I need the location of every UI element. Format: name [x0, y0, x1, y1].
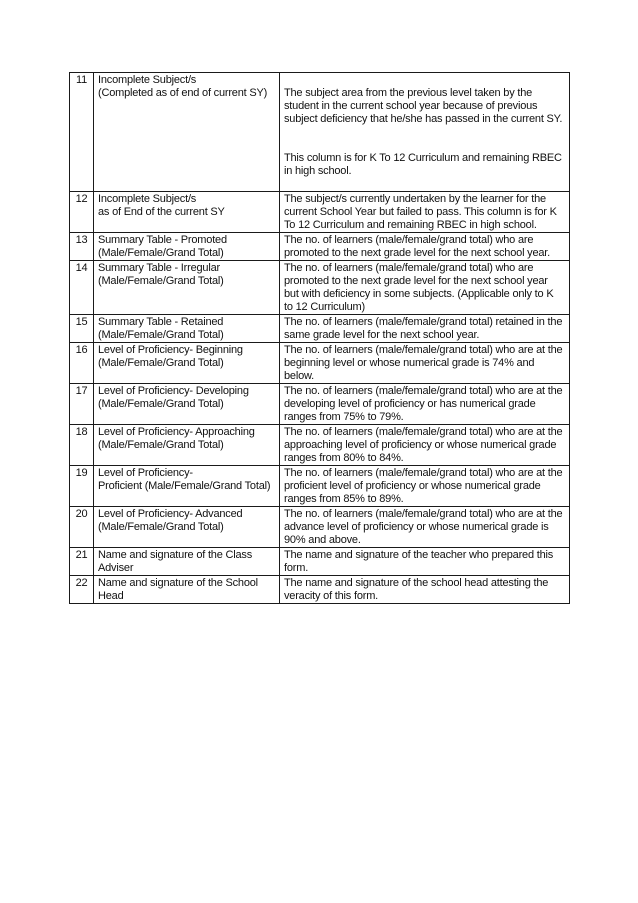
field-description-note: This column is for K To 12 Curriculum and remaining RBEC in high school.	[284, 152, 562, 177]
row-number: 14	[70, 261, 94, 315]
field-name: Summary Table - Promoted (Male/Female/Grand Total)	[94, 233, 280, 261]
table-row	[70, 192, 570, 233]
field-name: Name and signature of the School Head	[94, 576, 280, 604]
table-row	[70, 576, 570, 604]
field-description: The no. of learners (male/female/grand total) who are at the beginning level or whose numerical grade is 74% and below.	[280, 343, 570, 384]
field-description: The subject/s currently undertaken by the learner for the current School Year but failed to pass. This column is for K To 12 Curriculum and remaining RBEC in high school.	[280, 192, 570, 233]
field-description-table	[69, 72, 570, 604]
row-number: 18	[70, 425, 94, 466]
table-row	[70, 466, 570, 507]
field-name: Incomplete Subject/s (Completed as of end of current SY)	[94, 73, 280, 192]
table-row	[70, 507, 570, 548]
row-number: 12	[70, 192, 94, 233]
field-description	[280, 73, 570, 192]
field-description: The name and signature of the school head attesting the veracity of this form.	[280, 576, 570, 604]
row-number: 21	[70, 548, 94, 576]
table-row	[70, 233, 570, 261]
field-description: The no. of learners (male/female/grand total) who are at the advance level of proficiency or whose numerical grade is 90% and above.	[280, 507, 570, 548]
table-row	[70, 384, 570, 425]
field-description: The no. of learners (male/female/grand total) who are at the developing level of proficiency or has numerical grade ranges from 75% to 79%.	[280, 384, 570, 425]
field-description: The no. of learners (male/female/grand total) who are at the proficient level of proficiency or whose numerical grade ranges from 85% to 89%.	[280, 466, 570, 507]
field-name: Name and signature of the Class Adviser	[94, 548, 280, 576]
row-number: 13	[70, 233, 94, 261]
row-number: 15	[70, 315, 94, 343]
field-description: The no. of learners (male/female/grand total) retained in the same grade level for the next school year.	[280, 315, 570, 343]
row-number: 17	[70, 384, 94, 425]
field-name: Level of Proficiency- Beginning (Male/Female/Grand Total)	[94, 343, 280, 384]
table-row	[70, 261, 570, 315]
table-row	[70, 343, 570, 384]
field-name: Summary Table - Retained (Male/Female/Grand Total)	[94, 315, 280, 343]
field-description: The no. of learners (male/female/grand total) who are at the approaching level of proficiency or whose numerical grade ranges from 80% to 84%.	[280, 425, 570, 466]
row-number: 19	[70, 466, 94, 507]
row-number: 16	[70, 343, 94, 384]
table-row	[70, 548, 570, 576]
field-name: Level of Proficiency- Developing (Male/Female/Grand Total)	[94, 384, 280, 425]
field-name: Level of Proficiency- Advanced (Male/Female/Grand Total)	[94, 507, 280, 548]
field-description: The no. of learners (male/female/grand total) who are promoted to the next grade level for the next school year.	[280, 233, 570, 261]
row-number: 20	[70, 507, 94, 548]
table-row	[70, 315, 570, 343]
field-name: Level of Proficiency- Approaching (Male/Female/Grand Total)	[94, 425, 280, 466]
table-row	[70, 425, 570, 466]
field-name: Summary Table - Irregular (Male/Female/Grand Total)	[94, 261, 280, 315]
field-description-text: The subject area from the previous level taken by the student in the current school year because of previous subject deficiency that he/she has passed in the current SY.	[284, 87, 563, 125]
row-number: 22	[70, 576, 94, 604]
field-description: The name and signature of the teacher who prepared this form.	[280, 548, 570, 576]
row-number: 11	[70, 73, 94, 192]
field-description: The no. of learners (male/female/grand total) who are promoted to the next grade level for the next school year but with deficiency in some subjects. (Applicable only to K to 12 Curriculum)	[280, 261, 570, 315]
field-name: Incomplete Subject/s as of End of the current SY	[94, 192, 280, 233]
table-body	[70, 73, 570, 604]
table-row	[70, 73, 570, 192]
field-name: Level of Proficiency- Proficient (Male/Female/Grand Total)	[94, 466, 280, 507]
